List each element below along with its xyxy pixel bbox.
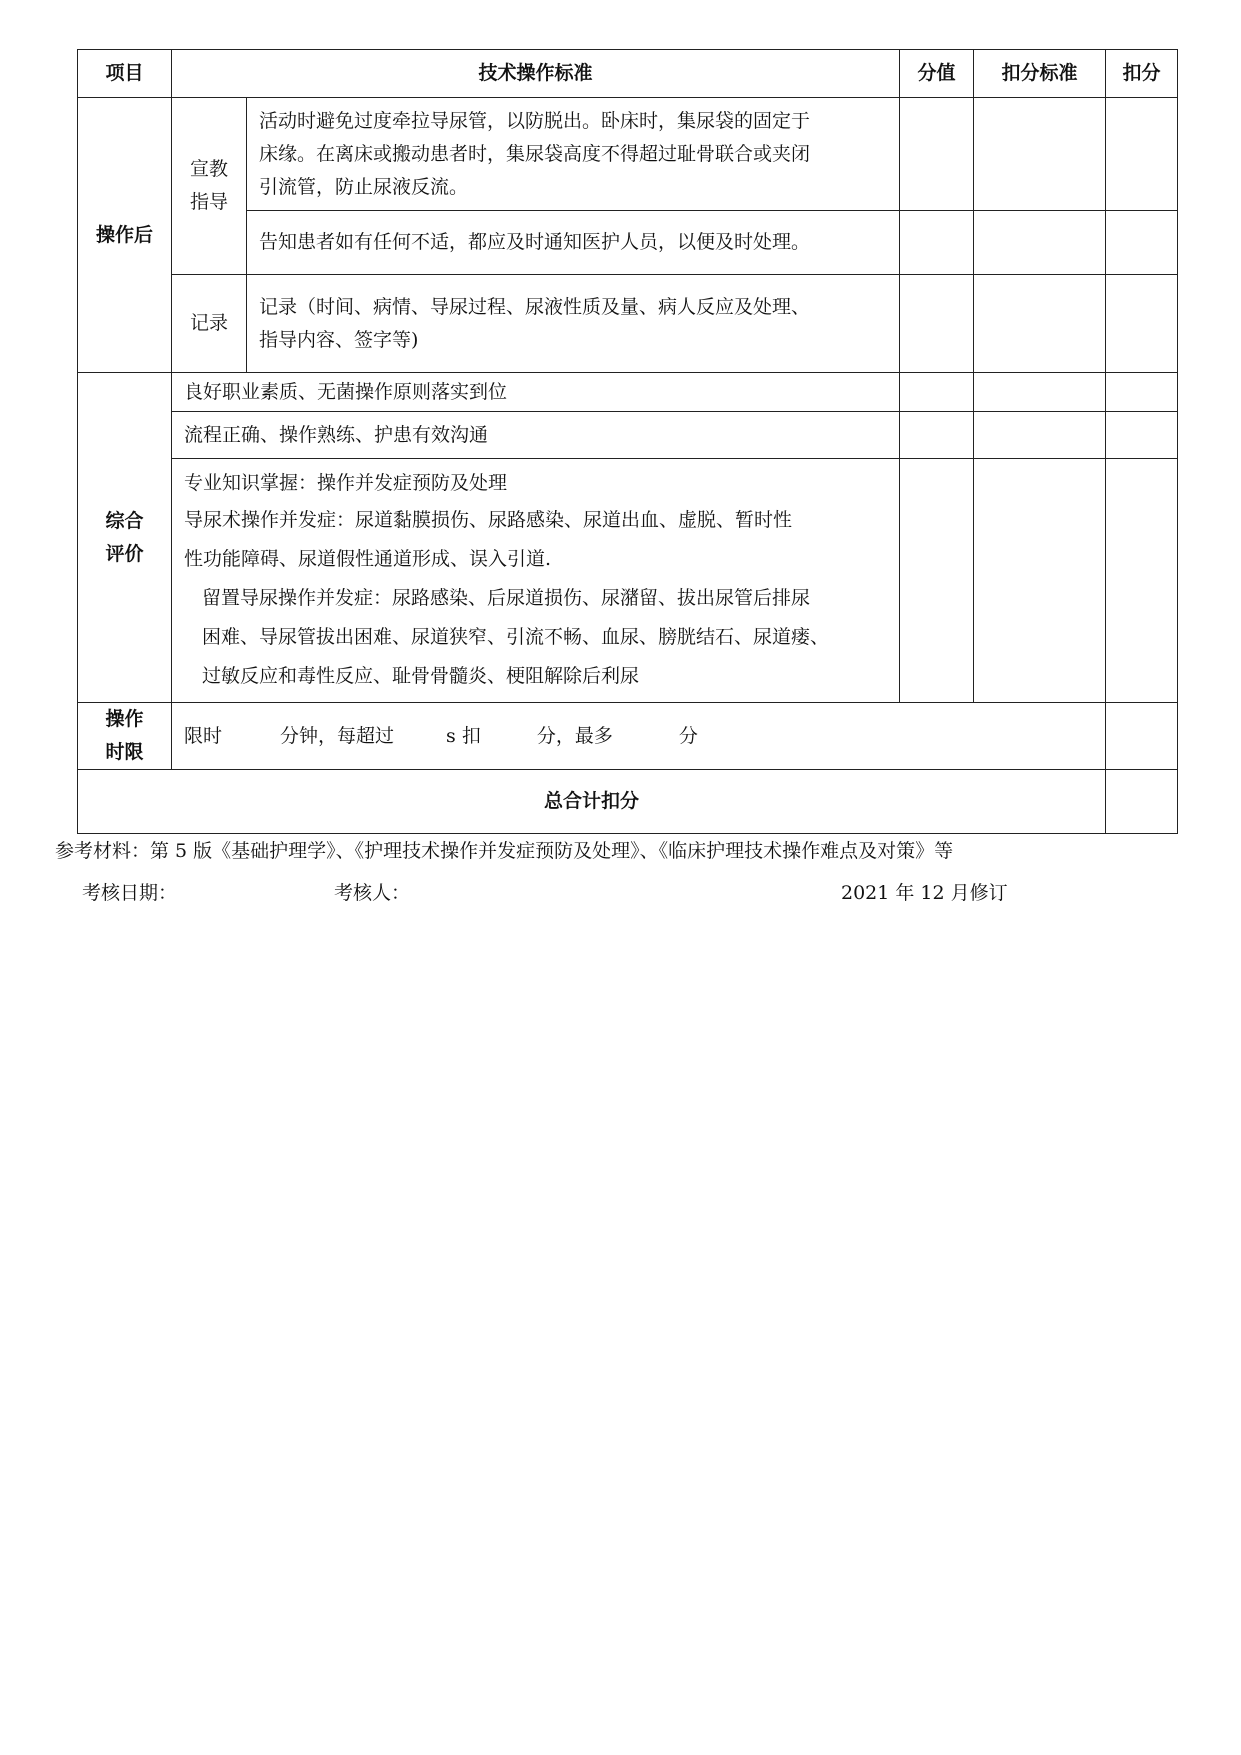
total-row	[78, 770, 1178, 834]
deduct-cell[interactable]	[1106, 211, 1178, 275]
deduct-cell[interactable]	[1106, 275, 1178, 373]
deduct-standard-cell[interactable]	[974, 412, 1106, 459]
knowledge-title: 专业知识掌握：操作并发症预防及处理	[184, 472, 508, 494]
complication-2-line3: 过敏反应和毒性反应、耻骨骨髓炎、梗阻解除后利尿	[202, 665, 640, 687]
education-text-1-line2: 床缘。在离床或搬动患者时，集尿袋高度不得超过耻骨联合或夹闭	[259, 142, 811, 165]
time-limit-t4: 分，最多	[536, 724, 613, 747]
revision-date: 2021 年 12 月修订	[841, 882, 1008, 904]
complication-1-line2: 性功能障碍、尿道假性通道形成、误入引道.	[184, 548, 552, 570]
total-deduct-cell[interactable]	[1106, 770, 1178, 834]
category-time-limit	[78, 703, 172, 770]
complication-2-line2: 困难、导尿管拔出困难、尿道狭窄、引流不畅、血尿、膀胱结石、尿道瘘、	[202, 626, 830, 648]
deduct-standard-cell[interactable]	[974, 98, 1106, 211]
table-row	[78, 703, 1178, 770]
evaluation-label-line2: 评价	[105, 542, 144, 565]
deduct-cell[interactable]	[1106, 703, 1178, 770]
deduct-standard-cell[interactable]	[974, 459, 1106, 703]
education-text-1-line1: 活动时避免过度牵拉导尿管，以防脱出。卧床时，集尿袋的固定于	[259, 109, 811, 132]
score-cell[interactable]	[900, 211, 974, 275]
table-row	[78, 412, 1178, 459]
record-text	[247, 275, 900, 373]
category-after-op: 操作后	[78, 98, 172, 373]
score-cell[interactable]	[900, 275, 974, 373]
total-label: 总合计扣分	[78, 770, 1106, 834]
exam-date-label: 考核日期：	[82, 882, 178, 904]
table-row	[78, 373, 1178, 412]
subcategory-education	[172, 98, 247, 275]
scoring-table	[77, 49, 1178, 834]
time-limit-t1: 限时	[184, 724, 223, 747]
time-limit-label-line1: 操作	[105, 708, 144, 730]
table-row	[78, 459, 1178, 703]
header-standard: 技术操作标准	[172, 50, 900, 98]
deduct-cell[interactable]	[1106, 412, 1178, 459]
education-text-1	[247, 98, 900, 211]
time-limit-label-line2: 时限	[105, 741, 144, 763]
reference-materials: 参考材料：第 5 版《基础护理学》、《护理技术操作并发症预防及处理》、《临床护理技术操作难点及对策》等	[55, 840, 954, 862]
category-evaluation	[78, 373, 172, 703]
deduct-standard-cell[interactable]	[974, 275, 1106, 373]
knowledge-cell	[172, 459, 900, 703]
examiner-label: 考核人：	[334, 882, 411, 904]
table-row	[78, 275, 1178, 373]
table-header-row	[78, 50, 1178, 98]
complication-2-line1: 留置导尿操作并发症：尿路感染、后尿道损伤、尿潴留、拔出尿管后排尿	[202, 587, 811, 609]
education-label-line1: 宣教	[189, 158, 228, 180]
header-deduct-standard: 扣分标准	[974, 50, 1106, 98]
complication-1-line1: 导尿术操作并发症：尿道黏膜损伤、尿路感染、尿道出血、虚脱、暂时性	[184, 509, 793, 531]
evaluation-row-1: 良好职业素质、无菌操作原则落实到位	[172, 373, 900, 412]
education-text-2: 告知患者如有任何不适，都应及时通知医护人员，以便及时处理。	[247, 211, 900, 275]
time-limit-t3: s 扣	[446, 724, 481, 747]
deduct-cell[interactable]	[1106, 373, 1178, 412]
record-text-line1: 记录（时间、病情、导尿过程、尿液性质及量、病人反应及处理、	[259, 295, 811, 318]
header-score: 分值	[900, 50, 974, 98]
deduct-cell[interactable]	[1106, 98, 1178, 211]
time-limit-t5: 分	[678, 724, 698, 747]
time-limit-text	[172, 703, 1106, 770]
subcategory-record: 记录	[172, 275, 247, 373]
score-cell[interactable]	[900, 412, 974, 459]
education-text-1-line3: 引流管，防止尿液反流。	[259, 175, 469, 198]
deduct-standard-cell[interactable]	[974, 211, 1106, 275]
education-label-line2: 指导	[189, 191, 228, 213]
evaluation-label-line1: 综合	[105, 509, 144, 532]
score-cell[interactable]	[900, 98, 974, 211]
table-row	[78, 98, 1178, 211]
header-item: 项目	[78, 50, 172, 98]
deduct-cell[interactable]	[1106, 459, 1178, 703]
evaluation-row-2: 流程正确、操作熟练、护患有效沟通	[172, 412, 900, 459]
score-cell[interactable]	[900, 459, 974, 703]
header-deduct: 扣分	[1106, 50, 1178, 98]
deduct-standard-cell[interactable]	[974, 373, 1106, 412]
record-text-line2: 指导内容、签字等)	[259, 328, 419, 351]
score-cell[interactable]	[900, 373, 974, 412]
time-limit-t2: 分钟，每超过	[280, 724, 395, 747]
